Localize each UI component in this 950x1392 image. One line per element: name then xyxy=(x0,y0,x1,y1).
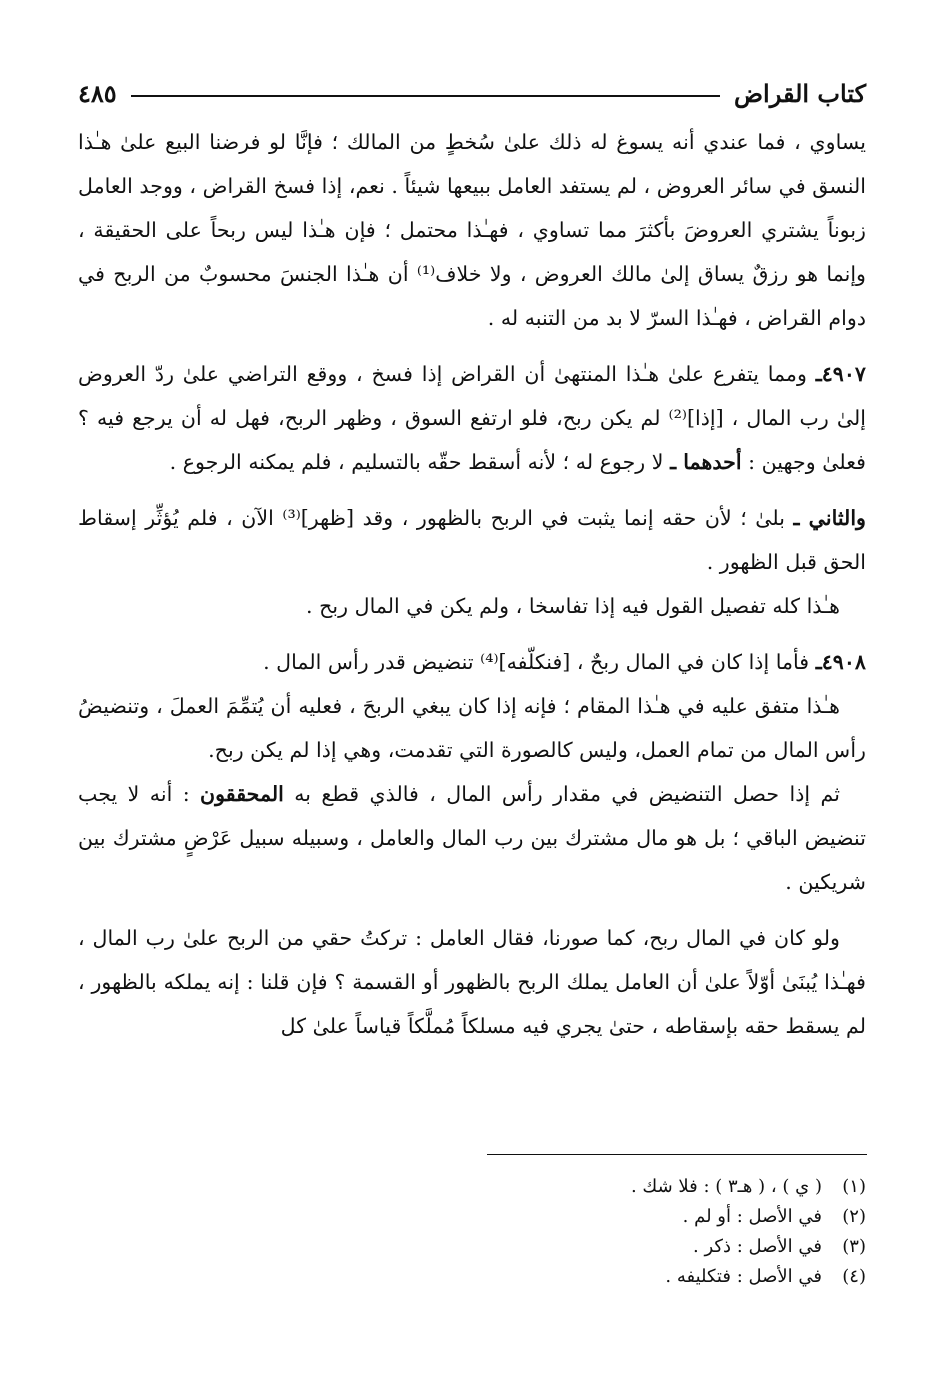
footnote xyxy=(366,1262,866,1292)
paragraph-text: يساوي ، فما عندي أنه يسوغ له ذلك علىٰ سُخطٍ من المالك ؛ فإنَّا لو فرضنا البيع علىٰ هـٰذا النسق في سائر العروض ، لم يستفد العامل ببيعها شيئاً . نعم، إذا فسخ القراض ، ووجد العامل زبوناً يشتري العروضَ بأكثرَ مما تساوي ، فهـٰذا محتمل ؛ فإن هـٰذا ليس ربحاً على الحقيقة ، وإنما هو رزقٌ يساق إلىٰ مالك العروض ، ولا خلاف⁽¹⁾ أن هـٰذا الجنسَ محسوبٌ من الربح في دوام القراض ، فهـٰذا السرّ لا بد من التنبه له . xyxy=(78,130,866,330)
paragraph-summary xyxy=(78,584,866,628)
footnote-text: في الأصل : أو لم . xyxy=(682,1206,822,1227)
footnote xyxy=(366,1172,866,1202)
footnote xyxy=(366,1232,866,1262)
paragraph-continuation xyxy=(78,120,866,340)
footnote-text: ( ي ) ، ( هـ٣ ) : فلا شك . xyxy=(630,1176,822,1197)
paragraph-tandid xyxy=(78,772,866,904)
footnote-number: (٢) xyxy=(842,1206,866,1227)
paragraph-profit xyxy=(78,916,866,1048)
page-header xyxy=(78,70,866,116)
book-page xyxy=(78,70,866,1048)
main-text xyxy=(78,120,866,1048)
running-title: كتاب القراض xyxy=(734,78,866,108)
paragraph-text: ولو كان في المال ربح، كما صورنا، فقال العامل : تركتُ حقي من الربح علىٰ رب المال ، فهـٰذا يُبنَىٰ أوّلاً علىٰ أن العامل يملك الربح بالظهور أو القسمة ؟ فإن قلنا : إنه يملكه بالظهور ، لم يسقط حقه بإسقاطه ، حتىٰ يجري فيه مسلكاً مُملَّكاً قياساً علىٰ كل xyxy=(78,926,866,1038)
paragraph-second-view xyxy=(78,496,866,584)
paragraph-text: بلىٰ ؛ لأن حقه إنما يثبت في الربح بالظهور ، وقد [ظهر]⁽³⁾ الآن ، فلم يُؤثِّر إسقاط الحق قبل الظهور . xyxy=(78,506,866,574)
paragraph-agreed xyxy=(78,684,866,772)
paragraph-text-after: لا رجوع له ؛ لأنه أسقط حقّه بالتسليم ، فلم يمكنه الرجوع . xyxy=(169,450,671,474)
bold-phrase: المحققون xyxy=(200,782,284,806)
footnote-text: في الأصل : فتكليفه . xyxy=(665,1266,822,1287)
paragraph-text: ومما يتفرع علىٰ هـٰذا المنتهىٰ أن القراض إذا فسخ ، ووقع التراضي علىٰ ردّ العروض إلىٰ رب المال ، [إذا]⁽²⁾ لم يكن ربح، فلو ارتفع السوق ، وظهر الربح، فهل له أن يرجع فيه ؟ فعلىٰ وجهين : xyxy=(78,362,866,474)
page-number: ٤٨٥ xyxy=(78,78,117,108)
footnote-number: (١) xyxy=(842,1176,866,1197)
footnote-number: (٣) xyxy=(842,1236,866,1257)
bold-phrase: والثاني ـ xyxy=(793,506,867,530)
issue-number: ٤٩٠٧ـ xyxy=(815,362,866,386)
paragraph-4907 xyxy=(78,352,866,484)
header-rule xyxy=(131,95,720,97)
paragraph-text-after: : أنه لا يجب تنضيض الباقي ؛ بل هو مال مشترك بين رب المال والعامل ، وسبيله سبيل عَرْضٍ مشترك بين شريكين . xyxy=(78,782,866,894)
paragraph-text: هـٰذا كله تفصيل القول فيه إذا تفاسخا ، ولم يكن في المال ربح . xyxy=(306,594,840,618)
footnote-text: في الأصل : ذكر . xyxy=(693,1236,822,1257)
footnote-separator xyxy=(487,1154,867,1155)
issue-number: ٤٩٠٨ـ xyxy=(815,650,866,674)
paragraph-text: ثم إذا حصل التنضيض في مقدار رأس المال ، فالذي قطع به xyxy=(283,782,840,806)
bold-phrase: أحدهما ـ xyxy=(670,450,742,474)
footnote-number: (٤) xyxy=(842,1266,866,1287)
footnote xyxy=(366,1202,866,1232)
footnotes xyxy=(366,1172,866,1292)
paragraph-text: فأما إذا كان في المال ربحٌ ، [فنكلّفه]⁽⁴⁾ تنضيض قدر رأس المال . xyxy=(263,650,816,674)
paragraph-4908 xyxy=(78,640,866,684)
paragraph-text: هـٰذا متفق عليه في هـٰذا المقام ؛ فإنه إذا كان يبغي الربحَ ، فعليه أن يُتمِّمَ العملَ ، وتنضيضُ رأس المال من تمام العمل، وليس كالصورة التي تقدمت، وهي إذا لم يكن ربح. xyxy=(78,694,866,762)
